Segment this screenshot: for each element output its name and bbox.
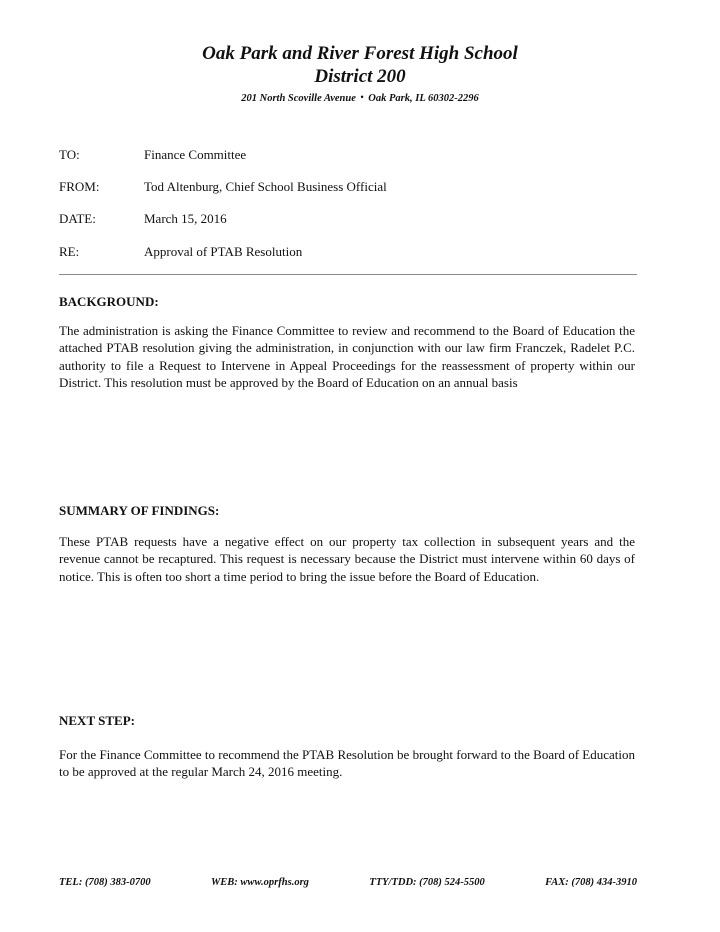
memo-date-label: DATE: — [59, 211, 96, 226]
memo-from-value: Tod Altenburg, Chief School Business Official — [144, 179, 387, 194]
district-name: District 200 — [314, 66, 406, 87]
school-name: Oak Park and River Forest High School — [202, 43, 518, 64]
header-divider — [59, 274, 637, 275]
address-city: Oak Park, IL 60302-2296 — [368, 93, 479, 104]
memo-re-value: Approval of PTAB Resolution — [144, 244, 303, 259]
memo-re-row — [59, 244, 659, 260]
footer-tel: TEL: (708) 383-0700 — [59, 877, 151, 888]
findings-paragraph: These PTAB requests have a negative effect on our property tax collection in subsequent years and the revenue cannot be recaptured. This request is necessary because the District must intervene within 60 days of notice. This is often too short a time period to bring the issue before the Board of Education. — [59, 534, 635, 584]
memo-to-row — [59, 147, 659, 163]
memo-from-row — [59, 179, 659, 195]
next-step-paragraph: For the Finance Committee to recommend the PTAB Resolution be brought forward to the Board of Education to be approved at the regular March 24, 2016 meeting. — [59, 747, 635, 780]
footer-fax: FAX: (708) 434-3910 — [545, 877, 637, 888]
address-street: 201 North Scoville Avenue — [241, 93, 356, 104]
next-step-heading: NEXT STEP: — [59, 713, 135, 728]
footer-web: WEB: www.oprfhs.org — [210, 877, 309, 888]
background-heading: BACKGROUND: — [59, 294, 159, 309]
school-address — [0, 93, 720, 104]
memo-to-value: Finance Committee — [144, 147, 247, 162]
memo-date-value: March 15, 2016 — [144, 211, 227, 226]
findings-heading: SUMMARY OF FINDINGS: — [59, 503, 220, 518]
letterhead — [0, 42, 720, 104]
footer-contact — [59, 877, 637, 888]
memo-from-label: FROM: — [59, 179, 100, 194]
memo-to-label: TO: — [59, 147, 80, 162]
memo-re-label: RE: — [59, 244, 80, 259]
bullet-separator-icon: • — [360, 92, 364, 102]
footer-tty: TTY/TDD: (708) 524-5500 — [369, 877, 485, 888]
background-paragraph: The administration is asking the Finance Committee to review and recommend to the Board of Education the attached PTAB resolution giving the administration, in conjunction with our law firm Franczek, Radelet P.C. authority to file a Request to Intervene in Appeal Proceedings for the reassessment of property within our District. This resolution must be approved by the Board of Education on an annual basis — [59, 323, 635, 390]
memo-date-row — [59, 211, 659, 227]
